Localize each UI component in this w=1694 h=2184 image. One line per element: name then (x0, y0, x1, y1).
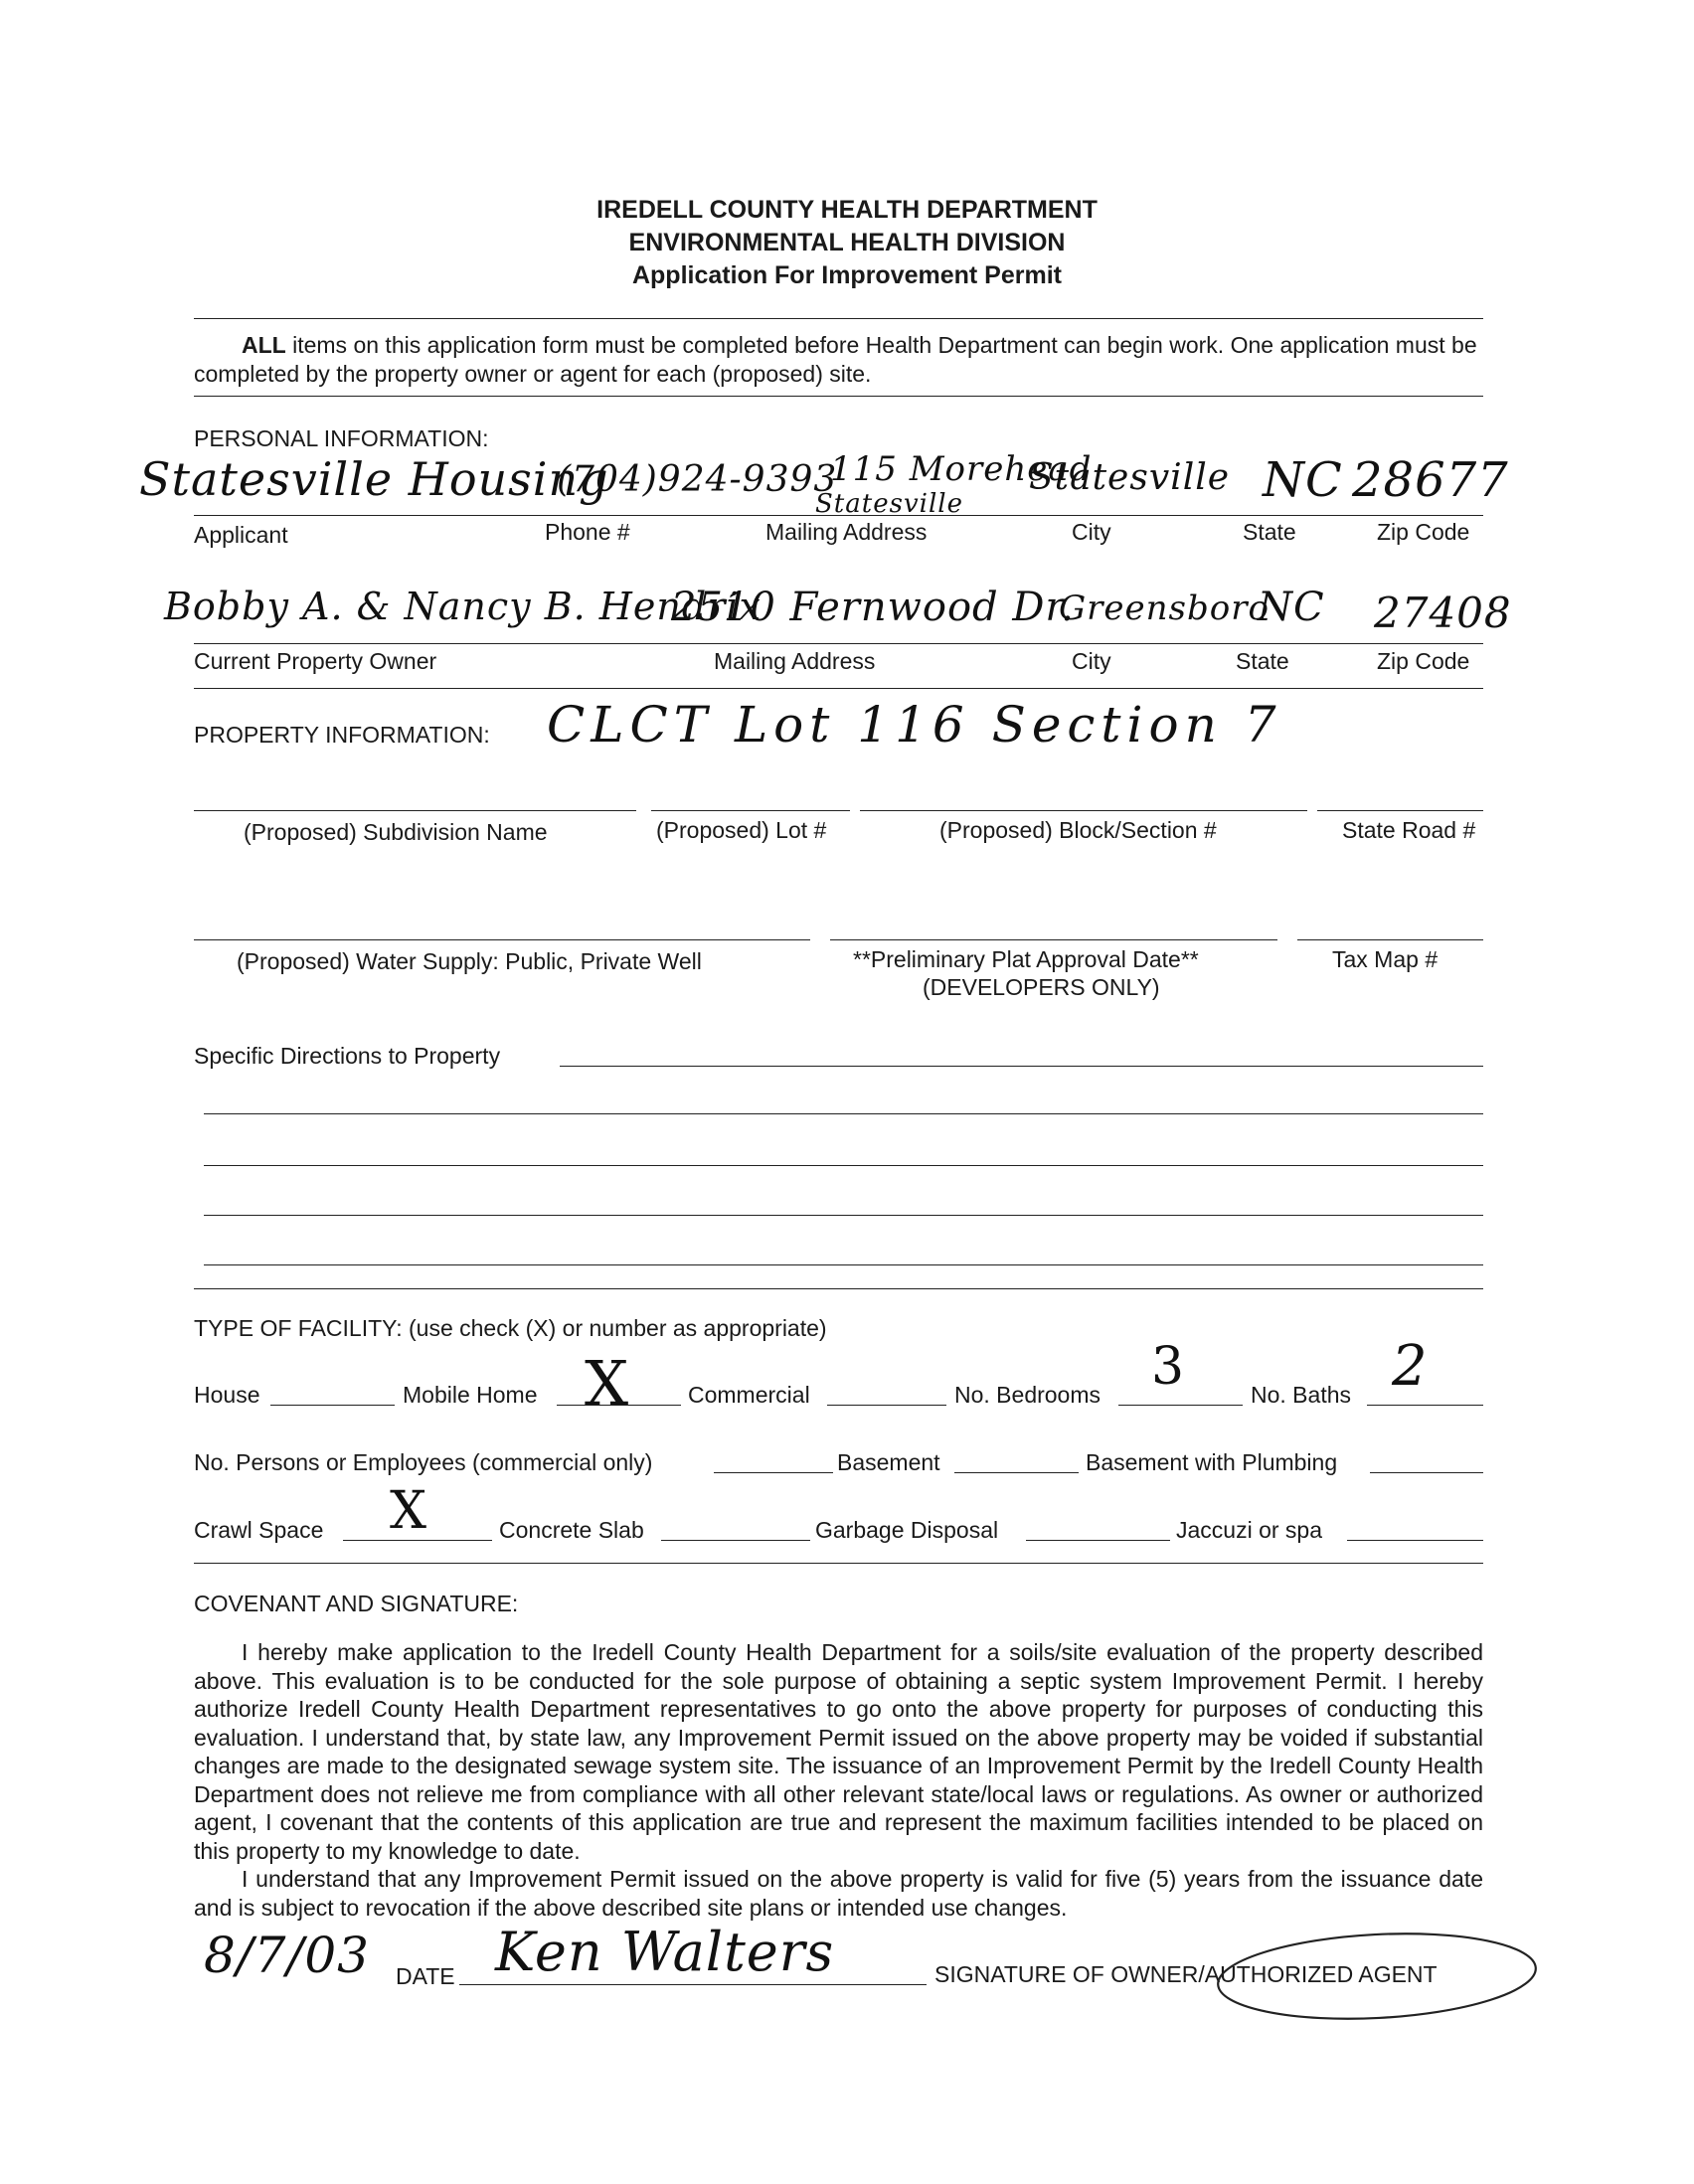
persons-label: No. Persons or Employees (commercial only) (194, 1449, 653, 1475)
applicant-label: Applicant (194, 522, 288, 548)
facility-heading: TYPE OF FACILITY: (use check (X) or number as appropriate) (194, 1315, 827, 1341)
jacuzzi-label: Jaccuzi or spa (1176, 1517, 1323, 1543)
property-info-heading: PROPERTY INFORMATION: (194, 722, 490, 748)
bedrooms-label: No. Bedrooms (954, 1382, 1101, 1408)
block-label: (Proposed) Block/Section # (939, 817, 1217, 843)
basement-label: Basement (837, 1449, 940, 1475)
applicant-value[interactable]: Statesville Housing (139, 452, 609, 506)
phone-label: Phone # (545, 519, 630, 545)
subdivision-label: (Proposed) Subdivision Name (244, 819, 548, 845)
concrete-slab-label: Concrete Slab (499, 1517, 644, 1543)
developers-only-label: (DEVELOPERS ONLY) (923, 974, 1160, 1000)
mailing-address-label: Mailing Address (765, 519, 928, 545)
subdivision-line[interactable] (194, 810, 636, 811)
mailing-address-value-2[interactable]: Statesville (815, 489, 963, 519)
directions-line-3[interactable] (204, 1165, 1483, 1166)
house-label: House (194, 1382, 260, 1408)
owner-zip-value[interactable]: 27408 (1374, 588, 1512, 637)
owner-state-value[interactable]: NC (1258, 585, 1325, 630)
divider (194, 688, 1483, 689)
authorized-agent-circle (1208, 1927, 1546, 2036)
water-supply-label: (Proposed) Water Supply: Public, Private Well (237, 948, 702, 974)
intro-text (194, 331, 1486, 389)
owner-address-value[interactable]: 2510 Fernwood Dr. (671, 585, 1075, 630)
header-line-2: ENVIRONMENTAL HEALTH DIVISION (628, 229, 1066, 256)
divider (194, 396, 1483, 397)
baths-label: No. Baths (1251, 1382, 1351, 1408)
directions-line-2[interactable] (204, 1113, 1483, 1114)
intro-bold: ALL (242, 332, 286, 358)
owner-mailing-label: Mailing Address (714, 648, 876, 674)
divider (194, 1563, 1483, 1564)
zip-label: Zip Code (1377, 519, 1470, 545)
city-label: City (1072, 519, 1111, 545)
owner-line (194, 643, 1483, 644)
property-value[interactable]: CLCT Lot 116 Section 7 (547, 696, 1282, 754)
directions-label: Specific Directions to Property (194, 1043, 501, 1069)
basement-line[interactable] (954, 1472, 1079, 1473)
basement-plumbing-line[interactable] (1370, 1472, 1483, 1473)
intro-body: items on this application form must be completed before Health Department can begin work. One application must be completed by the property owner or agent for each (proposed) site. (194, 332, 1477, 387)
mobile-home-label: Mobile Home (403, 1382, 538, 1408)
owner-label: Current Property Owner (194, 648, 437, 674)
garbage-disposal-line[interactable] (1026, 1540, 1170, 1541)
owner-state-label: State (1236, 648, 1289, 674)
baths-line[interactable] (1367, 1405, 1483, 1406)
baths-value[interactable]: 2 (1392, 1334, 1429, 1399)
lot-line[interactable] (651, 810, 850, 811)
personal-info-heading: PERSONAL INFORMATION: (194, 425, 489, 451)
jacuzzi-line[interactable] (1347, 1540, 1483, 1541)
commercial-label: Commercial (688, 1382, 810, 1408)
page-title: Application For Improvement Permit (631, 261, 1062, 289)
applicant-line (194, 515, 1483, 516)
house-line[interactable] (270, 1405, 395, 1406)
mailing-address-value[interactable]: 115 Morehead (830, 449, 1093, 489)
zip-value[interactable]: 28677 (1352, 452, 1509, 508)
bedrooms-value[interactable]: 3 (1151, 1337, 1186, 1397)
signature-line[interactable] (459, 1984, 927, 1985)
tax-map-label: Tax Map # (1332, 946, 1439, 972)
owner-zip-label: Zip Code (1377, 648, 1470, 674)
divider (194, 318, 1483, 319)
covenant-heading: COVENANT AND SIGNATURE: (194, 1591, 519, 1616)
owner-city-value[interactable]: Greensboro (1059, 588, 1270, 628)
covenant-paragraph-2: I understand that any Improvement Permit issued on the above property is valid for five (5) years from the issuance date and is subject to revocation if the above described site plans or intended use changes. (194, 1866, 1483, 1921)
crawl-space-check[interactable]: X (390, 1481, 428, 1541)
phone-value[interactable]: (704)924-9393 (557, 459, 838, 500)
directions-line-4[interactable] (204, 1215, 1483, 1216)
crawl-space-label: Crawl Space (194, 1517, 324, 1543)
tax-map-line[interactable] (1297, 939, 1483, 940)
city-value[interactable]: Statesville (1029, 457, 1231, 498)
road-line[interactable] (1317, 810, 1483, 811)
plat-date-label: **Preliminary Plat Approval Date** (853, 946, 1199, 972)
commercial-line[interactable] (827, 1405, 946, 1406)
garbage-disposal-label: Garbage Disposal (815, 1517, 999, 1543)
water-supply-line[interactable] (194, 939, 810, 940)
signature-label: SIGNATURE OF OWNER/AUTHORIZED AGENT (934, 1961, 1438, 1987)
plat-date-line[interactable] (830, 939, 1277, 940)
divider (194, 1288, 1483, 1289)
date-value[interactable]: 8/7/03 (204, 1927, 370, 1984)
bedrooms-line[interactable] (1118, 1405, 1243, 1406)
concrete-slab-line[interactable] (661, 1540, 810, 1541)
state-label: State (1243, 519, 1296, 545)
directions-line-5[interactable] (204, 1264, 1483, 1265)
covenant-text (194, 1638, 1483, 1922)
lot-label: (Proposed) Lot # (656, 817, 827, 843)
state-road-label: State Road # (1342, 817, 1476, 843)
date-label: DATE (396, 1963, 455, 1989)
owner-value[interactable]: Bobby A. & Nancy B. Hendrix (164, 585, 762, 628)
owner-city-label: City (1072, 648, 1111, 674)
header-line-1: IREDELL COUNTY HEALTH DEPARTMENT (596, 196, 1098, 224)
signature-value[interactable]: Ken Walters (495, 1921, 835, 1983)
persons-line[interactable] (714, 1472, 833, 1473)
directions-line-1[interactable] (560, 1066, 1483, 1067)
state-value[interactable]: NC (1263, 452, 1343, 508)
basement-plumbing-label: Basement with Plumbing (1086, 1449, 1338, 1475)
covenant-paragraph-1: I hereby make application to the Iredell County Health Department for a soils/site evaluation of the property described above. This evaluation is to be conducted for the sole purpose of obtaining a septic system Improvement Permit. I hereby authorize Iredell County Health Department representatives to go onto the above property for purposes of conducting this evaluation. I understand that, by state law, any Improvement Permit issued on the above property may be voided if substantial changes are made to the designated sewage system site. The issuance of an Improvement Permit by the Iredell County Health Department does not relieve me from compliance with all other relevant state/local laws or regulations. As owner or authorized agent, I covenant that the contents of this application are true and represent the maximum facilities intended to be placed on this property to my knowledge to date. (194, 1639, 1483, 1864)
block-line[interactable] (860, 810, 1307, 811)
mobile-home-check[interactable]: X (585, 1347, 630, 1420)
